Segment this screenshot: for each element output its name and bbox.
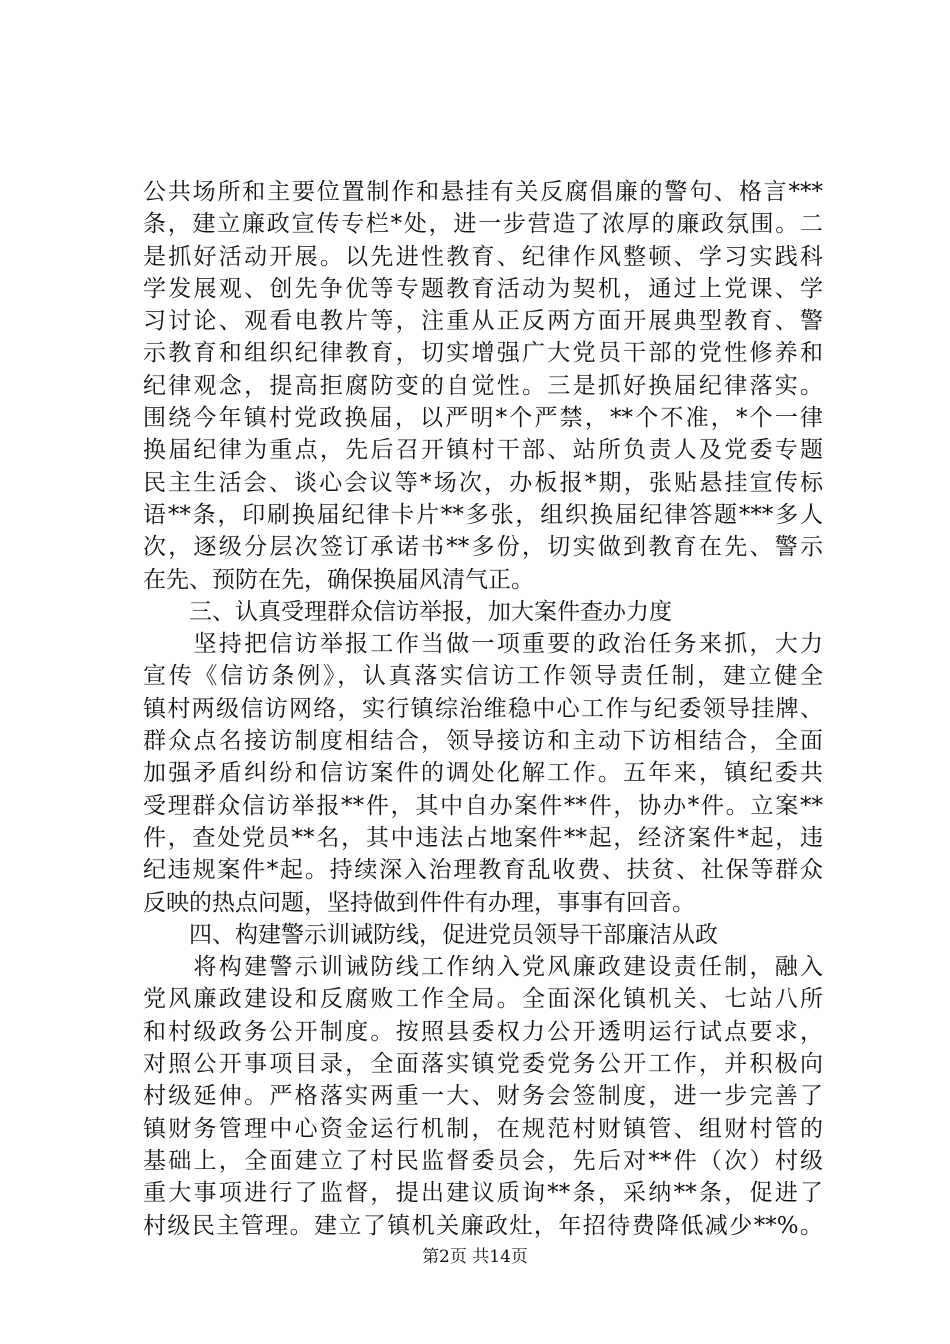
text-line: 受理群众信访举报**件，其中自办案件**件，协办*件。立案** <box>143 792 823 819</box>
text-line: 民主生活会、谈心会议等*场次，办板报*期，张贴悬挂宣传标 <box>143 469 823 496</box>
text-line: 村级民主管理。建立了镇机关廉政灶，年招待费降低减少**%。 <box>143 1212 823 1239</box>
text-line: 纪违规案件*起。持续深入治理教育乱收费、扶贫、社保等群众 <box>143 857 823 884</box>
page-number-label: 第2页 共14页 <box>422 1247 528 1267</box>
text-line: 三、认真受理群众信访举报，加大案件查办力度 <box>143 598 672 625</box>
text-line: 将构建警示训诫防线工作纳入党风廉政建设责任制，融入 <box>143 954 823 981</box>
text-line: 群众点名接访制度相结合，领导接访和主动下访相结合，全面 <box>143 728 823 755</box>
text-line: 党风廉政建设和反腐败工作全局。全面深化镇机关、七站八所 <box>143 986 823 1013</box>
text-line: 对照公开事项目录，全面落实镇党委党务公开工作，并积极向 <box>143 1051 823 1078</box>
text-line: 纪律观念，提高拒腐防变的自觉性。三是抓好换届纪律落实。 <box>143 372 823 399</box>
document-body <box>143 176 823 1242</box>
text-line: 镇村两级信访网络，实行镇综治维稳中心工作与纪委领导挂牌、 <box>143 695 823 722</box>
text-line: 反映的热点问题，坚持做到件件有办理，事事有回音。 <box>143 889 695 916</box>
page-footer <box>0 1242 950 1267</box>
text-line: 在先、预防在先，确保换届风清气正。 <box>143 566 534 593</box>
text-line: 加强矛盾纠纷和信访案件的调处化解工作。五年来，镇纪委共 <box>143 760 823 787</box>
text-line: 重大事项进行了监督，提出建议质询**条，采纳**条，促进了 <box>143 1180 823 1207</box>
text-line: 宣传《信访条例》，认真落实信访工作领导责任制，建立健全 <box>143 663 823 690</box>
text-line: 镇财务管理中心资金运行机制，在规范村财镇管、组财村管的 <box>143 1115 823 1142</box>
text-line: 坚持把信访举报工作当做一项重要的政治任务来抓，大力 <box>143 631 823 658</box>
text-line: 公共场所和主要位置制作和悬挂有关反腐倡廉的警句、格言*** <box>143 179 823 205</box>
text-line: 四、构建警示训诫防线，促进党员领导干部廉洁从政 <box>143 921 718 948</box>
text-line: 示教育和组织纪律教育，切实增强广大党员干部的党性修养和 <box>143 340 823 367</box>
text-line: 次，逐级分层次签订承诺书**多份，切实做到教育在先、警示 <box>143 534 823 561</box>
text-line: 习讨论、观看电教片等，注重从正反两方面开展典型教育、警 <box>143 308 823 335</box>
text-line: 换届纪律为重点，先后召开镇村干部、站所负责人及党委专题 <box>143 437 823 464</box>
text-line: 和村级政务公开制度。按照县委权力公开透明运行试点要求， <box>143 1018 823 1045</box>
text-line: 件，查处党员**名，其中违法占地案件**起，经济案件*起，违 <box>143 824 823 851</box>
text-line: 是抓好活动开展。以先进性教育、纪律作风整顿、学习实践科 <box>143 243 823 270</box>
text-line: 基础上，全面建立了村民监督委员会，先后对**件（次）村级 <box>143 1147 823 1174</box>
text-line: 学发展观、创先争优等专题教育活动为契机，通过上党课、学 <box>143 275 823 302</box>
text-line: 语**条，印刷换届纪律卡片**多张，组织换届纪律答题***多人 <box>143 501 823 528</box>
text-line: 条，建立廉政宣传专栏*处，进一步营造了浓厚的廉政氛围。二 <box>143 211 823 238</box>
text-line: 围绕今年镇村党政换届，以严明*个严禁，**个不准，*个一律 <box>143 405 823 432</box>
text-line: 村级延伸。严格落实两重一大、财务会签制度，进一步完善了 <box>143 1083 823 1110</box>
